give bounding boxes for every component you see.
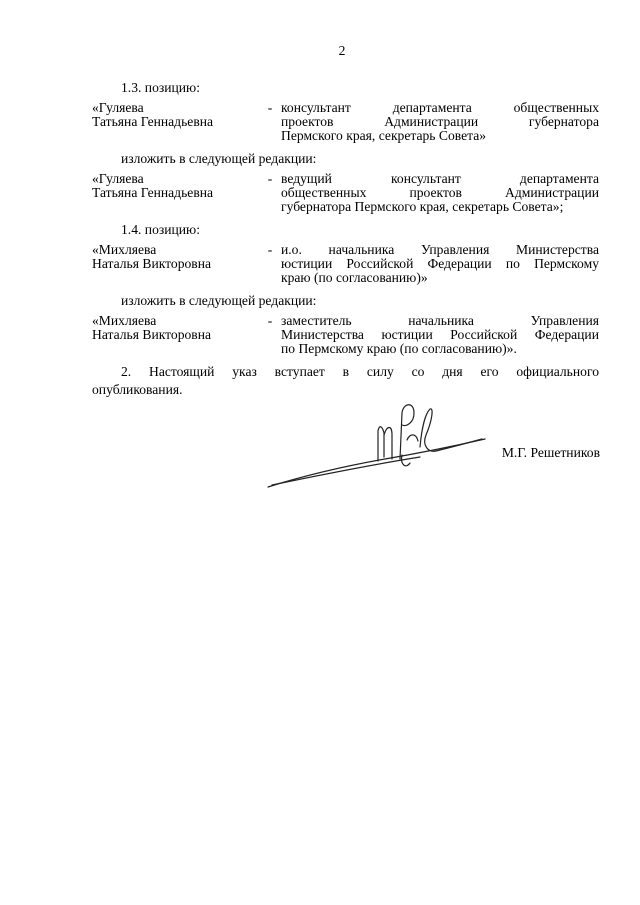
final-paragraph-line1: 2. Настоящий указ вступает в силу со дня его официального <box>121 364 599 379</box>
instruction-text: изложить в следующей редакции: <box>121 293 317 308</box>
entry-new-mikhlyaeva <box>92 314 599 364</box>
entry-description: заместитель начальника Управления Министерства юстиции Российской Федерации по Пермскому краю (по согласованию)». <box>281 313 599 356</box>
handwritten-signature-icon <box>260 395 500 495</box>
section-heading-1-4: 1.4. позицию: <box>121 222 200 237</box>
entry-dash: - <box>267 242 273 257</box>
page-number: 2 <box>338 43 346 58</box>
instruction-text: изложить в следующей редакции: <box>121 151 317 166</box>
entry-name: «Михляева Наталья Викторовна <box>92 313 212 342</box>
section-heading-1-3: 1.3. позицию: <box>121 80 200 95</box>
entry-name: «Гуляева Татьяна Геннадьевна <box>92 171 214 200</box>
entry-description: консультант департамента общественных проектов Администрации губернатора Пермского края, секретарь Совета» <box>281 100 599 143</box>
entry-name: «Михляева Наталья Викторовна <box>92 242 212 271</box>
entry-dash: - <box>267 100 273 115</box>
entry-description: и.о. начальника Управления Министерства юстиции Российской Федерации по Пермскому краю (по согласованию)» <box>281 242 599 285</box>
entry-name: «Гуляева Татьяна Геннадьевна <box>92 100 214 129</box>
entry-old-gulyaeva <box>92 101 599 151</box>
entry-old-mikhlyaeva <box>92 243 599 293</box>
entry-description: ведущий консультант департамента общественных проектов Администрации губернатора Пермского края, секретарь Совета»; <box>281 171 599 214</box>
entry-new-gulyaeva <box>92 172 599 222</box>
entry-dash: - <box>267 313 273 328</box>
final-paragraph-line2: опубликования. <box>92 382 183 397</box>
entry-dash: - <box>267 171 273 186</box>
signer-name: М.Г. Решетников <box>501 445 600 460</box>
